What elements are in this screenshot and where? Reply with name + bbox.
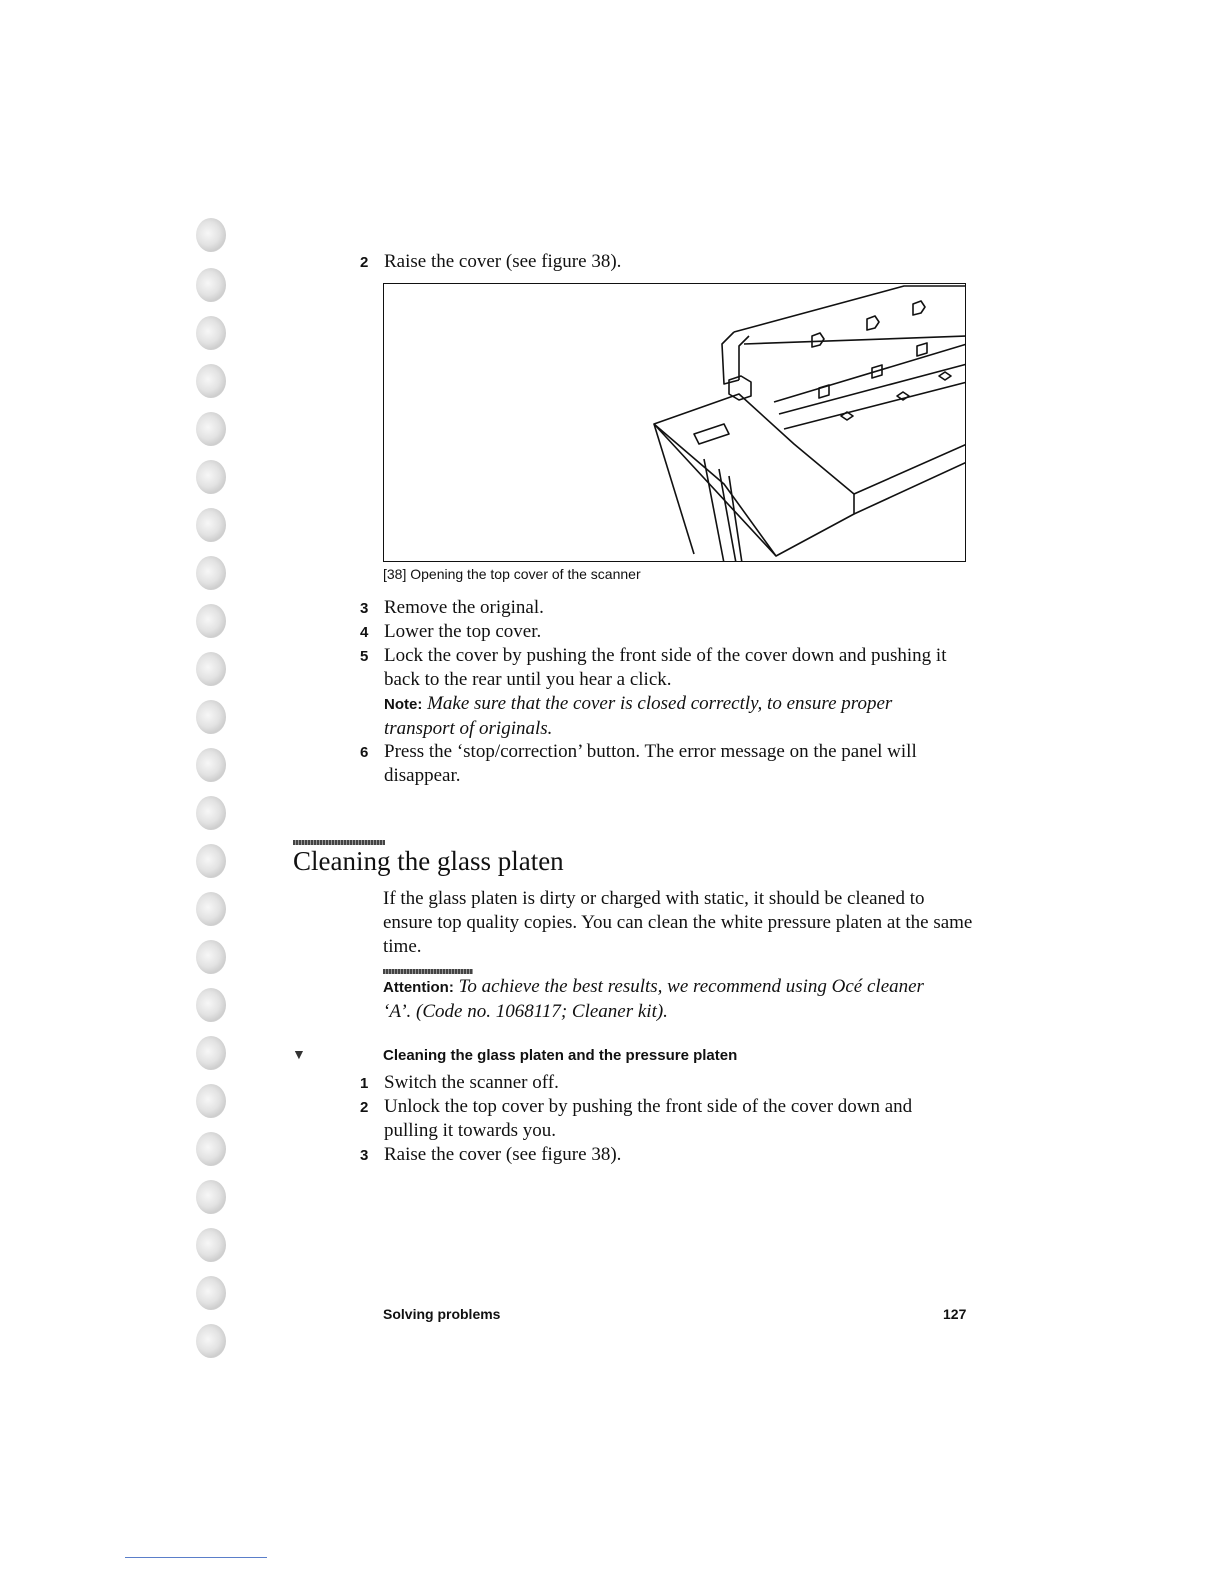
note-block [360,692,970,741]
step-text: Remove the original. [384,597,544,618]
attention-label: Attention: [383,979,454,996]
binder-hole [196,1324,226,1358]
step-item [360,644,970,692]
step-item [360,1095,970,1143]
step-item [360,250,970,274]
step-item [360,740,970,788]
step-number: 4 [360,624,369,641]
binder-hole [196,652,226,686]
step-number: 3 [360,600,369,617]
binder-hole [196,892,226,926]
binder-hole [196,700,226,734]
step-number: 2 [360,1099,369,1116]
binder-hole [196,1132,226,1166]
binder-hole [196,508,226,542]
figure-caption: [38] Opening the top cover of the scanner [383,566,641,582]
step-number: 5 [360,648,369,665]
scanner-figure [383,283,966,562]
binder-hole [196,364,226,398]
binder-hole [196,604,226,638]
binder-hole [196,988,226,1022]
section-paragraph: If the glass platen is dirty or charged with static, it should be cleaned to ensure top quality copies. You can clean the white pressure platen at the same time. [383,888,973,957]
section-heading: Cleaning the glass platen [293,846,564,876]
binder-hole [196,1036,226,1070]
step-number: 1 [360,1075,369,1092]
step-text: Unlock the top cover by pushing the front side of the cover down and pulling it towards you. [384,1096,913,1141]
binder-hole [196,218,226,252]
binder-hole [196,1084,226,1118]
binder-hole [196,1180,226,1214]
binder-holes [196,0,236,1584]
binder-hole [196,1276,226,1310]
attention-rule [383,969,473,974]
step-item [360,620,970,644]
step-item [360,596,970,620]
page-number: 127 [943,1306,967,1322]
attention-text: To achieve the best results, we recommend using Océ cleaner ‘A’. (Code no. 1068117; Cleaner kit). [383,976,924,1022]
footer-section: Solving problems [383,1306,501,1322]
bottom-divider [125,1557,267,1558]
scanner-illustration [384,284,966,562]
binder-hole [196,556,226,590]
attention-block [383,975,943,1024]
step-number: 2 [360,254,369,271]
binder-hole [196,796,226,830]
step-item [360,1143,970,1167]
step-number: 3 [360,1147,369,1164]
binder-hole [196,748,226,782]
step-text: Press the ‘stop/correction’ button. The error message on the panel will disappear. [384,741,917,786]
procedure-title: Cleaning the glass platen and the pressure platen [383,1047,738,1064]
step-number: 6 [360,744,369,761]
procedure-marker-icon: ▼ [292,1048,306,1063]
note-text: Make sure that the cover is closed correctly, to ensure proper transport of originals. [384,693,893,739]
step-text: Switch the scanner off. [384,1072,559,1093]
binder-hole [196,268,226,302]
step-text: Lock the cover by pushing the front side of the cover down and pushing it back to the rear until you hear a click. [384,645,947,690]
step-item [360,1071,970,1095]
binder-hole [196,940,226,974]
step-text: Raise the cover (see figure 38). [384,251,622,272]
binder-hole [196,412,226,446]
binder-hole [196,1228,226,1262]
binder-hole [196,460,226,494]
binder-hole [196,844,226,878]
note-label: Note: [384,696,423,713]
step-text: Lower the top cover. [384,621,542,642]
step-text: Raise the cover (see figure 38). [384,1144,622,1165]
binder-hole [196,316,226,350]
